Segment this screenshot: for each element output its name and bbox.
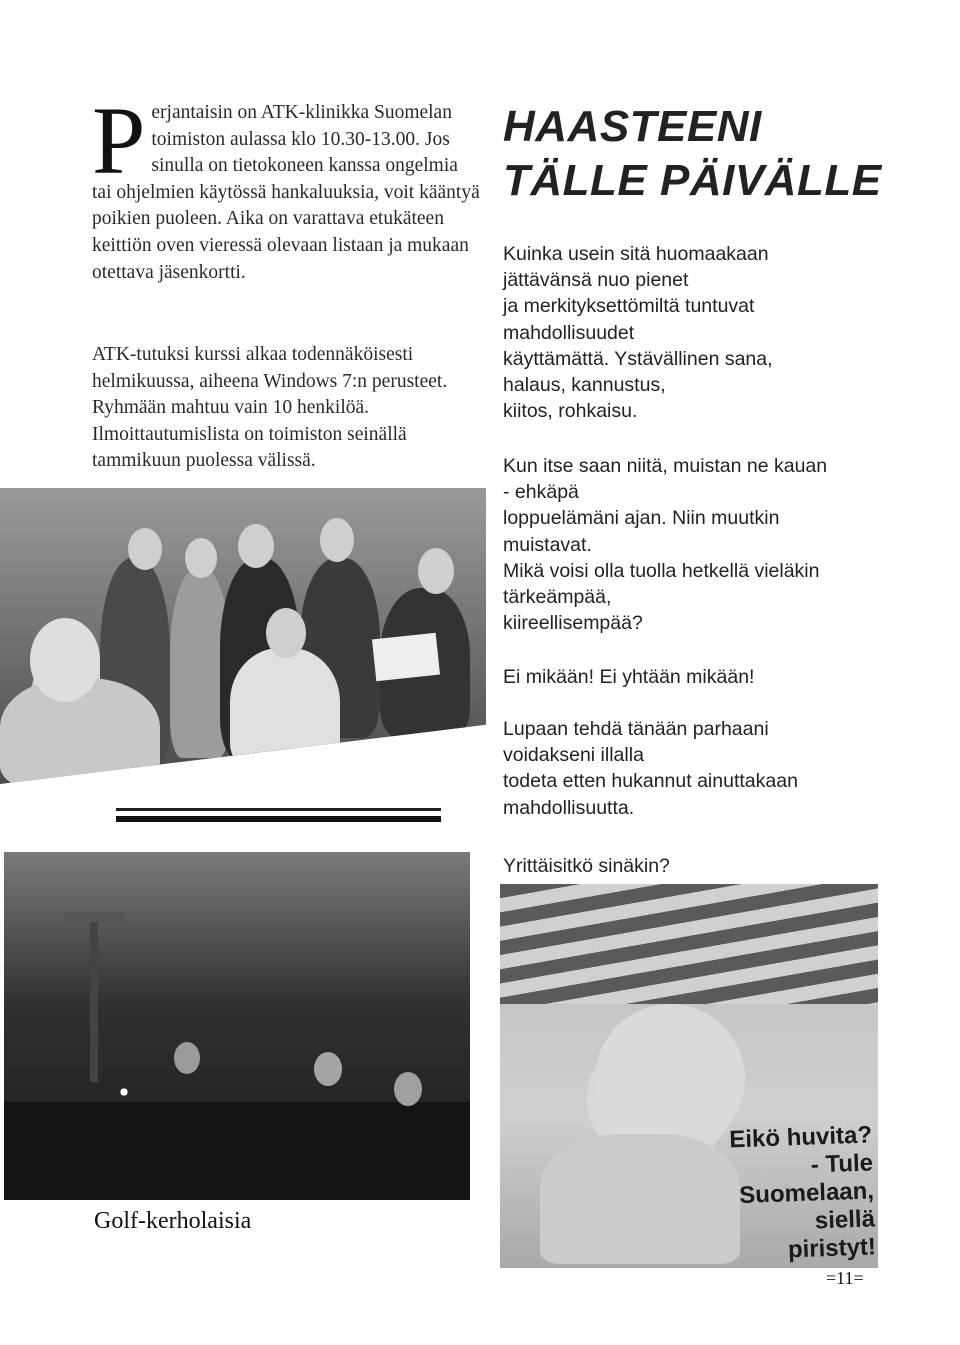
poem-stanza-4 [503, 716, 883, 821]
slogan-line-3: siellä piristyt! [787, 1205, 877, 1264]
baby-photo [500, 884, 878, 1268]
poem-line: todeta etten hukannut ainuttakaan [503, 770, 798, 793]
dinner-photo [4, 852, 470, 1200]
poem-line: jättävänsä nuo pienet [503, 269, 689, 292]
photo-face [185, 538, 217, 578]
poem-line: Mikä voisi olla tuolla hetkellä vieläkin [503, 559, 820, 582]
poem-line: - ehkäpä [503, 481, 579, 504]
poem-line: kiitos, rohkaisu. [503, 400, 638, 423]
poem-line: Lupaan tehdä tänään parhaani [503, 718, 769, 740]
headline-line-1: HAASTEENI [503, 102, 762, 151]
poem-line: muistavat. [503, 533, 592, 556]
photo-baby-body [540, 1134, 740, 1264]
challenge-headline [503, 100, 903, 208]
group-photo [0, 488, 486, 784]
poem-line: kiireellisempää? [503, 612, 643, 635]
poem-line: tärkeämpää, [503, 586, 612, 609]
poem-stanza-1 [503, 241, 883, 424]
headline-line-2: TÄLLE PÄIVÄLLE [503, 156, 882, 205]
baby-photo-slogan [722, 1121, 877, 1266]
divider-line-thin [116, 808, 441, 811]
dinner-photo-caption: Golf-kerholaisia [94, 1208, 252, 1234]
photo-face [238, 524, 274, 568]
photo-certificate [372, 633, 440, 681]
photo-heater [64, 912, 124, 922]
poem-stanza-3 [503, 664, 883, 690]
poem-line: mahdollisuutta. [503, 796, 635, 819]
slogan-line-2: - Tule Suomelaan, [738, 1149, 875, 1210]
photo-face [266, 608, 306, 658]
poem-line: ja merkityksettömiltä tuntuvat [503, 295, 755, 318]
photo-face [30, 618, 100, 702]
drop-cap: P [92, 87, 146, 194]
intro-article [92, 87, 482, 286]
poem-line: Kun itse saan niitä, muistan ne kauan [503, 455, 828, 477]
photo-face [174, 1042, 200, 1074]
poem-line: Yrittäisitkö sinäkin? [503, 855, 670, 877]
poem-stanza-2 [503, 453, 883, 636]
page-number: =11= [826, 1268, 864, 1288]
photo-diners [4, 1102, 470, 1200]
poem-stanza-5 [503, 853, 883, 879]
poem-line: mahdollisuudet [503, 321, 635, 344]
poem-line: Ei mikään! Ei yhtään mikään! [503, 666, 755, 688]
intro-paragraph-1 [92, 87, 482, 286]
photo-face [320, 518, 354, 562]
intro-paragraph-1-text: erjantaisin on ATK-klinikka Suomelan toimiston aulassa klo 10.30-13.00. Jos sinulla on tietokoneen kanssa ongelmia tai ohjelmien käytössä hankaluuksia, voit kääntyä poikien puoleen. Aika on varattava etukäteen keittiön oven vieressä olevaan listaan ja mukaan otettava jäsenkortti. [92, 102, 480, 283]
poem-line: voidakseni illalla [503, 744, 644, 767]
poem-line: käyttämättä. Ystävällinen sana, [503, 347, 773, 370]
intro-paragraph-2: ATK-tutuksi kurssi alkaa todennäköisesti helmikuussa, aiheena Windows 7:n perusteet. Ryhmään mahtuu vain 10 henkilöä. Ilmoittautumislista on toimiston seinällä tammikuun puolessa välissä. [92, 344, 448, 472]
photo-face [394, 1072, 422, 1106]
divider-line-thick [116, 816, 441, 822]
photo-face [128, 528, 162, 570]
poem-line: Kuinka usein sitä huomaakaan [503, 243, 769, 265]
poem-line: halaus, kannustus, [503, 374, 666, 397]
photo-face [418, 548, 454, 594]
slogan-line-1: Eikö huvita? [728, 1121, 873, 1154]
poem-line: loppuelämäni ajan. Niin muutkin [503, 507, 780, 530]
photo-face [314, 1052, 342, 1086]
photo-heater-pole [90, 922, 98, 1082]
photo-person [230, 648, 340, 768]
